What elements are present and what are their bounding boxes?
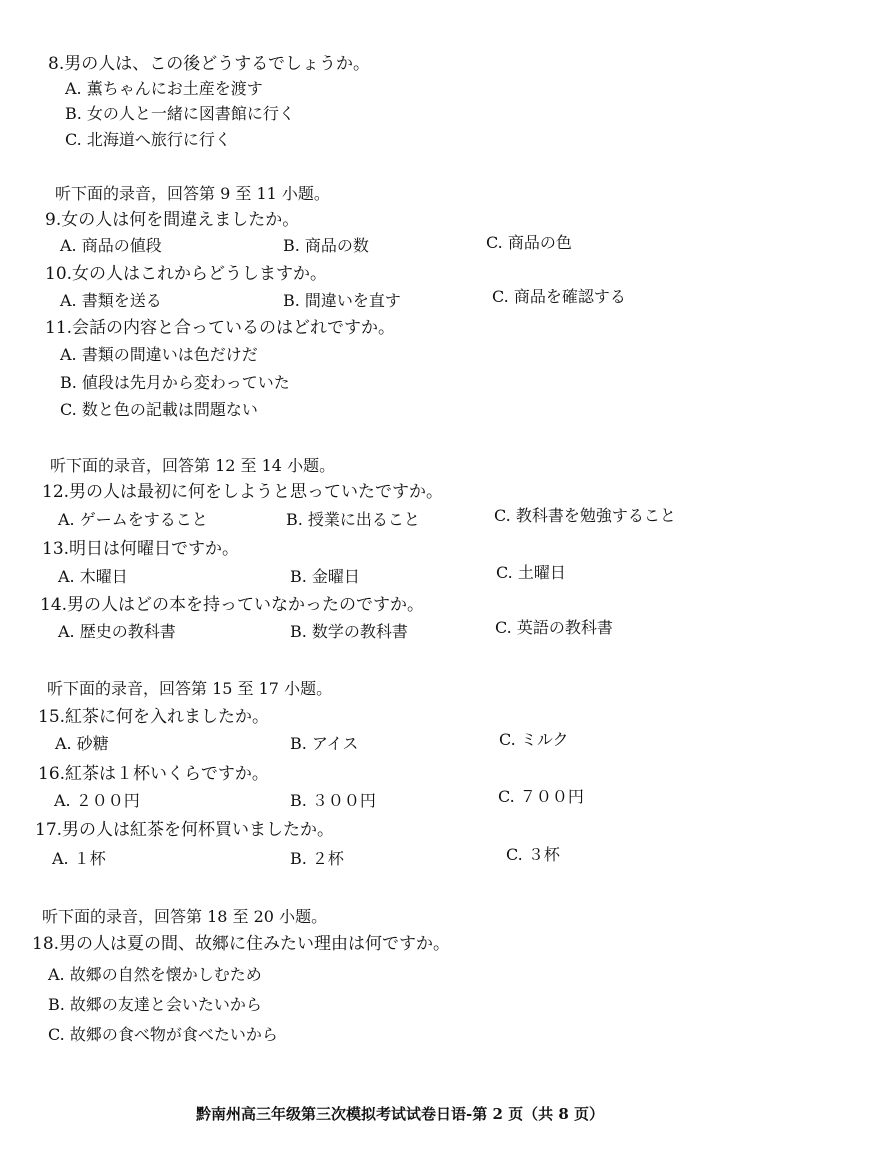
question-13-option-c: C. 土曜日 [496,563,566,582]
question-15-option-a: A. 砂糖 [55,734,109,753]
question-12: 12.男の人は最初に何をしようと思っていたですか。 [42,482,444,502]
question-8-option-c: C. 北海道へ旅行に行く [65,130,231,149]
question-13: 13.明日は何曜日ですか。 [42,539,240,559]
question-18: 18.男の人は夏の間、故郷に住みたい理由は何ですか。 [32,934,451,954]
question-8-option-b: B. 女の人と一緒に図書館に行く [65,104,295,123]
section-instruction-12-14: 听下面的录音，回答第 12 至 14 小题。 [50,456,336,475]
question-13-option-b: B. 金曜日 [290,567,360,586]
question-9: 9.女の人は何を間違えましたか。 [45,210,300,230]
question-14-option-c: C. 英語の教科書 [495,618,613,637]
question-15-option-c: C. ミルク [499,730,569,749]
question-18-option-b: B. 故郷の友達と会いたいから [48,995,262,1014]
question-16-option-a: A. ２００円 [54,791,140,810]
question-14-option-b: B. 数学の教科書 [290,622,408,641]
question-9-option-c: C. 商品の色 [486,233,572,252]
question-13-option-a: A. 木曜日 [58,567,128,586]
question-12-option-b: B. 授業に出ること [286,510,420,529]
section-instruction-9-11: 听下面的录音，回答第 9 至 11 小题。 [55,184,330,203]
question-18-option-a: A. 故郷の自然を懐かしむため [48,965,262,984]
question-15: 15.紅茶に何を入れましたか。 [38,707,270,727]
question-8-option-a: A. 薫ちゃんにお土産を渡す [65,79,263,98]
question-12-option-c: C. 教科書を勉強すること [494,506,676,525]
question-10-option-a: A. 書類を送る [60,291,162,310]
question-11: 11.会話の内容と合っているのはどれですか。 [45,318,396,338]
question-10-option-c: C. 商品を確認する [492,287,626,306]
question-8: 8.男の人は、この後どうするでしょうか。 [48,54,371,74]
question-14: 14.男の人はどの本を持っていなかったのですか。 [40,595,425,615]
page-footer: 黔南州高三年级第三次模拟考试试卷日语-第 2 页（共 8 页） [196,1105,604,1123]
question-10: 10.女の人はこれからどうしますか。 [45,264,328,284]
question-11-option-b: B. 値段は先月から変わっていた [60,373,290,392]
section-instruction-15-17: 听下面的录音，回答第 15 至 17 小题。 [47,679,333,698]
question-11-option-c: C. 数と色の記載は問題ない [60,400,258,419]
question-18-option-c: C. 故郷の食べ物が食べたいから [48,1025,278,1044]
question-12-option-a: A. ゲームをすること [58,510,208,529]
question-11-option-a: A. 書類の間違いは色だけだ [60,345,258,364]
question-16: 16.紅茶は１杯いくらですか。 [38,764,269,784]
question-16-option-c: C. ７００円 [498,787,584,806]
question-17: 17.男の人は紅茶を何杯買いましたか。 [35,820,335,840]
question-9-option-b: B. 商品の数 [283,236,369,255]
section-instruction-18-20: 听下面的录音，回答第 18 至 20 小题。 [42,907,328,926]
question-10-option-b: B. 間違いを直す [283,291,401,310]
question-17-option-c: C. ３杯 [506,845,560,864]
question-17-option-a: A. １杯 [52,849,106,868]
question-16-option-b: B. ３００円 [290,791,376,810]
question-14-option-a: A. 歴史の教科書 [58,622,176,641]
question-15-option-b: B. アイス [290,734,359,753]
question-17-option-b: B. ２杯 [290,849,344,868]
question-9-option-a: A. 商品の値段 [60,236,162,255]
